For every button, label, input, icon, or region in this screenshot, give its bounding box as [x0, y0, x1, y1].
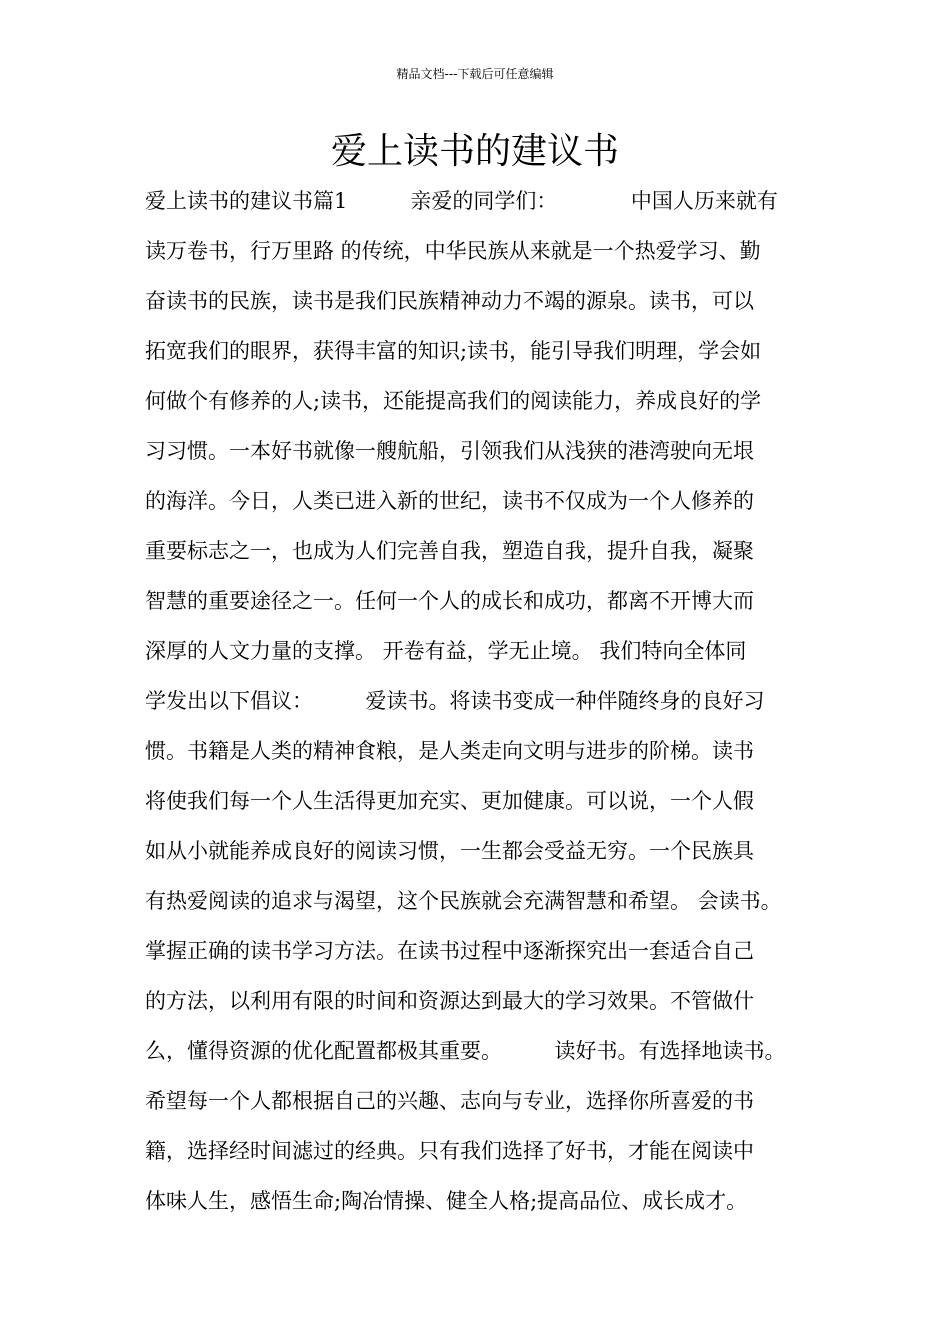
body-line: 爱上读书的建议书篇1 亲爱的同学们： 中国人历来就有: [145, 189, 778, 213]
body-line: 么，懂得资源的优化配置都极其重要。 读好书。有选择地读书。: [145, 1039, 786, 1063]
page-header: 精品文档---下载后可任意编辑: [396, 67, 554, 81]
body-line: 拓宽我们的眼界，获得丰富的知识;读书，能引导我们明理，学会如: [145, 339, 762, 363]
document-title: 爱上读书的建议书: [330, 131, 619, 172]
body-line: 深厚的人文力量的支撑。 开卷有益，学无止境。 我们特向全体同: [145, 639, 747, 663]
body-line: 掌握正确的读书学习方法。在读书过程中逐渐探究出一套适合自己: [145, 939, 754, 963]
body-line: 籍，选择经时间滤过的经典。只有我们选择了好书，才能在阅读中: [145, 1139, 754, 1163]
body-line: 奋读书的民族，读书是我们民族精神动力不竭的源泉。读书，可以: [145, 289, 754, 313]
body-line: 学发出以下倡议： 爱读书。将读书变成一种伴随终身的良好习: [145, 689, 765, 713]
body-line: 惯。书籍是人类的精神食粮，是人类走向文明与进步的阶梯。读书: [145, 739, 754, 763]
body-line: 有热爱阅读的追求与渴望，这个民族就会充满智慧和希望。 会读书。: [145, 889, 782, 913]
body-line: 希望每一个人都根据自己的兴趣、志向与专业，选择你所喜爱的书: [145, 1089, 754, 1113]
document-body: [145, 176, 825, 1226]
body-line: 读万卷书，行万里路 的传统，中华民族从来就是一个热爱学习、勤: [145, 239, 761, 263]
body-line: 习习惯。一本好书就像一艘航船，引领我们从浅狭的港湾驶向无垠: [145, 439, 754, 463]
body-line: 如从小就能养成良好的阅读习惯，一生都会受益无穷。一个民族具: [145, 839, 754, 863]
body-line: 将使我们每一个人生活得更加充实、更加健康。可以说，一个人假: [145, 789, 754, 813]
body-line: 的方法，以利用有限的时间和资源达到最大的学习效果。不管做什: [145, 989, 754, 1013]
body-line: 智慧的重要途径之一。任何一个人的成长和成功，都离不开博大而: [145, 589, 754, 613]
body-line: 何做个有修养的人;读书，还能提高我们的阅读能力，养成良好的学: [145, 389, 762, 413]
body-line: 重要标志之一，也成为人们完善自我，塑造自我，提升自我，凝聚: [145, 539, 754, 563]
body-line: 的海洋。今日，人类已进入新的世纪，读书不仅成为一个人修养的: [145, 489, 754, 513]
body-line: 体味人生，感悟生命;陶冶情操、健全人格;提高品位、成长成才。: [145, 1189, 748, 1213]
